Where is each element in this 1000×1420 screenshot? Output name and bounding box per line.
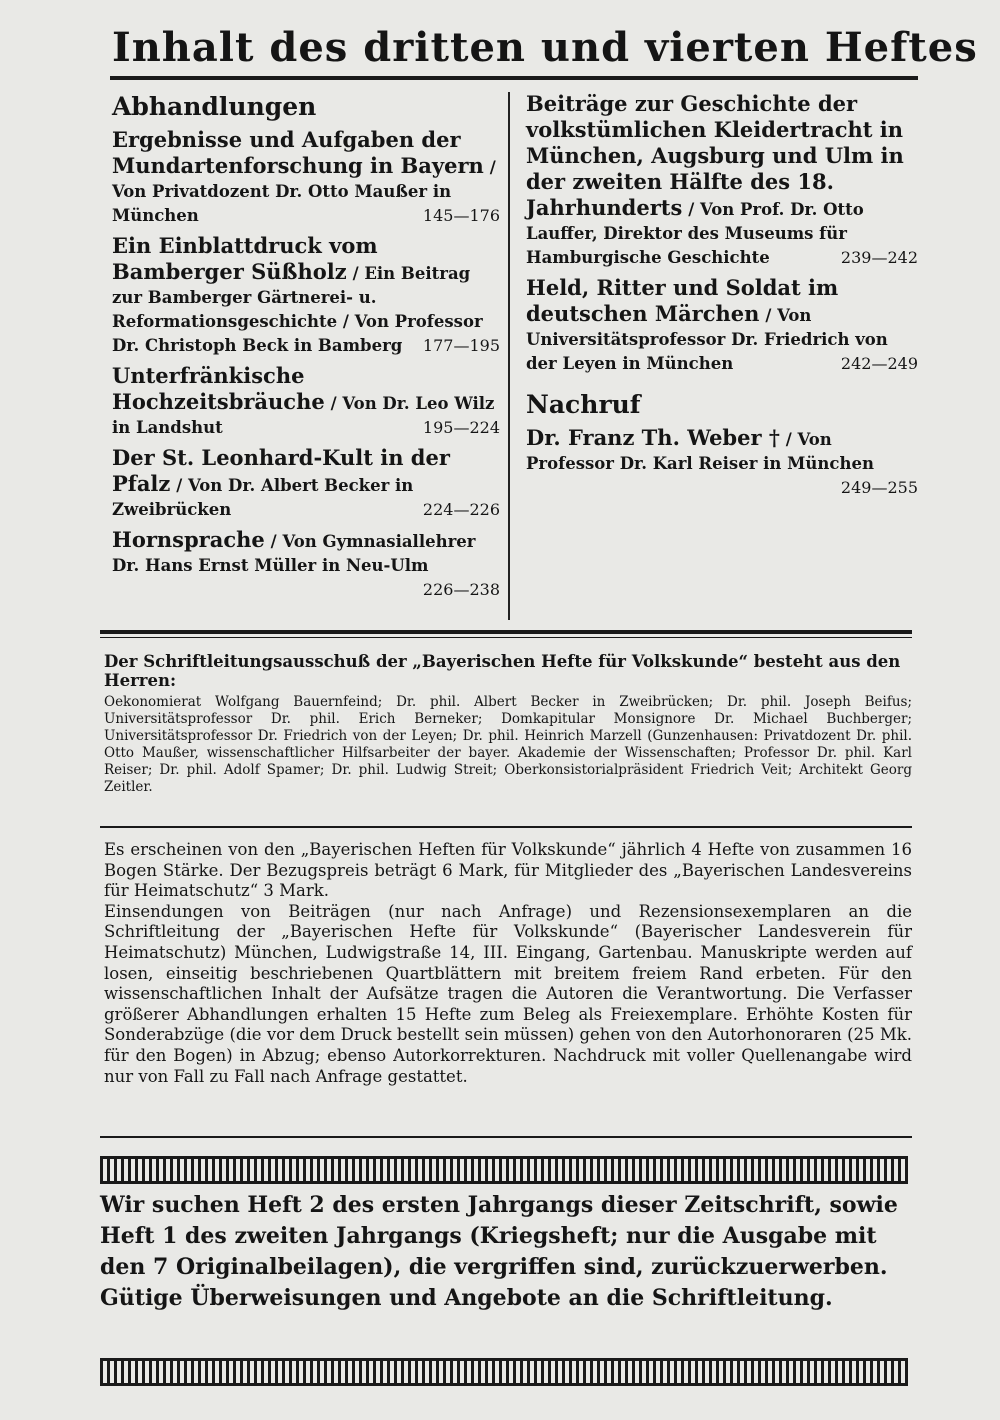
section-heading-abhandlungen: Abhandlungen [112, 92, 317, 121]
committee-members: Oekonomierat Wolfgang Bauernfeind; Dr. phil. Albert Becker in Zweibrücken; Dr. phil. Joseph Beifus; Universitätsprofessor Dr. phil. Erich Berneker; Domkapitular Monsignore Dr. Michael Buchberger; Universitätsprofessor Dr. Friedrich von der Leyen; Dr. phil. Heinrich Marzell (Gunzenhausen: Privatdozent Dr. phil. Otto Maußer, wissenschaftlicher Hilfsarbeiter der bayer. Akademie der Wissenschaften; Professor Dr. phil. Karl Reiser; Dr. phil. Adolf Spamer; Dr. phil. Ludwig Streit; Oberkonsistorialpräsident Friedrich Veit; Architekt Georg Zeitler. [104, 694, 912, 795]
entry-pages: 224—226 [422, 500, 500, 519]
title-rule [110, 76, 918, 80]
entry-author: / Von Prof. Dr. Otto Lauffer, Direktor des Museums für Hamburgische Geschichte [526, 200, 864, 267]
entry-author: / Von Gymnasiallehrer Dr. Hans Ernst Müller in Neu-Ulm [112, 532, 476, 575]
committee-block [104, 652, 912, 796]
entry-title: Dr. Franz Th. Weber † [526, 425, 780, 450]
entry-author: / Ein Beitrag zur Bamberger Gärtnerei- u. Reformationsgeschichte / Von Professor Dr. Christoph Beck in Bamberg [112, 264, 483, 355]
toc-entry [112, 364, 500, 440]
wanted-notice: Wir suchen Heft 2 des ersten Jahrgangs dieser Zeitschrift, sowie Heft 1 des zweiten Jahrgangs (Kriegsheft; nur die Ausgabe mit den 7 Originalbeilagen), die vergriffen sind, zurückzuerwerben. Gütige Überweisungen und Angebote an die Schriftleitung. [100, 1192, 898, 1311]
toc-entry-nachruf [526, 425, 918, 497]
entry-title: Beiträge zur Geschichte der volkstümlichen Kleidertracht in München, Augsburg und Ulm in der zweiten Hälfte des 18. Jahrhunderts [526, 91, 904, 220]
toc-entry [526, 276, 918, 376]
toc-entry [526, 92, 918, 270]
toc-entry [112, 446, 500, 522]
entry-title: Der St. Leonhard-Kult in der Pfalz [112, 445, 450, 496]
publication-notice [104, 840, 912, 1087]
toc-entry [112, 527, 500, 599]
column-divider [508, 92, 510, 620]
entry-author: / Von Universitätsprofessor Dr. Friedrich von der Leyen in München [526, 306, 888, 373]
section-rule [100, 826, 912, 828]
ornamental-border [100, 1156, 908, 1184]
entry-author: / Von Dr. Albert Becker in Zweibrücken [112, 476, 414, 519]
left-column [112, 92, 500, 602]
entry-pages: 242—249 [840, 354, 918, 373]
section-heading-nachruf: Nachruf [526, 390, 641, 419]
entry-author: / Von Professor Dr. Karl Reiser in München [526, 430, 874, 473]
entry-author: / Von Dr. Leo Wilz in Landshut [112, 394, 495, 437]
right-column [526, 92, 918, 500]
toc-entry [112, 234, 500, 358]
notice-paragraph: Es erscheinen von den „Bayerischen Heften für Volkskunde“ jährlich 4 Hefte von zusammen 16 Bogen Stärke. Der Bezugspreis beträgt 6 Mark, für Mitglieder des „Bayerischen Landesvereins für Heimatschutz“ 3 Mark. [104, 840, 912, 901]
entry-pages: 145—176 [422, 206, 500, 225]
ornamental-border [100, 1358, 908, 1386]
section-rule [100, 630, 912, 638]
page-title: Inhalt des dritten und vierten Heftes [112, 24, 978, 71]
entry-title: Unterfränkische Hochzeitsbräuche [112, 363, 325, 414]
entry-pages: 239—242 [840, 248, 918, 267]
entry-pages: 177—195 [422, 336, 500, 355]
entry-title: Hornsprache [112, 527, 265, 552]
section-rule [100, 1136, 912, 1138]
committee-intro: Der Schriftleitungsausschuß der „Bayerischen Hefte für Volkskunde“ besteht aus den Herren: [104, 652, 901, 690]
entry-pages: 195—224 [422, 418, 500, 437]
toc-entry [112, 128, 500, 228]
entry-title: Ein Einblattdruck vom Bamberger Süßholz [112, 233, 378, 284]
entry-title: Ergebnisse und Aufgaben der Mundartenforschung in Bayern [112, 127, 484, 178]
entry-pages: 249—255 [840, 478, 918, 497]
entry-pages: 226—238 [422, 580, 500, 599]
notice-paragraph: Einsendungen von Beiträgen (nur nach Anfrage) und Rezensionsexemplaren an die Schriftleitung der „Bayerischen Hefte für Volkskunde“ (Bayerischer Landesverein für Heimatschutz) München, Ludwigstraße 14, III. Eingang, Gartenbau. Manuskripte werden auf losen, einseitig beschriebenen Quartblättern mit breitem freiem Rand erbeten. Für den wissenschaftlichen Inhalt der Aufsätze tragen die Autoren die Verantwortung. Die Verfasser größerer Abhandlungen erhalten 15 Hefte zum Beleg als Freiexemplare. Erhöhte Kosten für Sonderabzüge (die vor dem Druck bestellt sein müssen) gehen von den Autorhonoraren (25 Mk. für den Bogen) in Abzug; ebenso Autorkorrekturen. Nachdruck mit voller Quellenangabe wird nur von Fall zu Fall nach Anfrage gestattet. [104, 901, 912, 1086]
entry-author: / Von Privatdozent Dr. Otto Maußer in München [112, 158, 496, 225]
entry-title: Held, Ritter und Soldat im deutschen Märchen [526, 275, 839, 326]
